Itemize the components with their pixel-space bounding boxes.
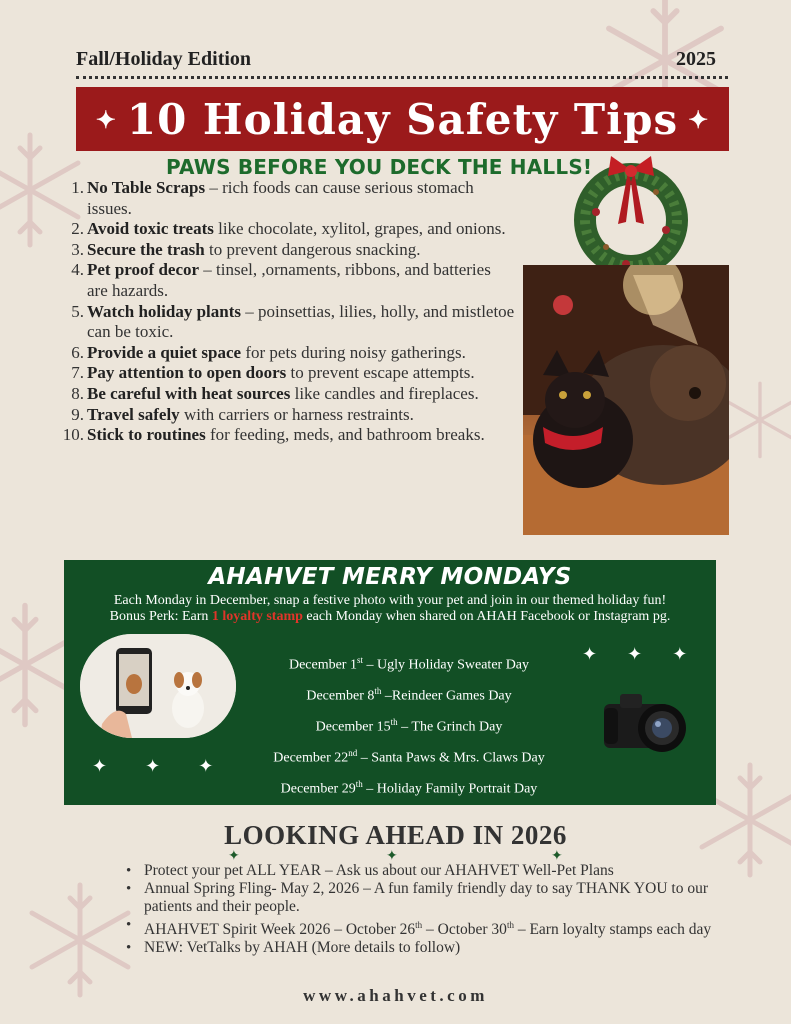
list-item: December 15th – The Grinch Day	[315, 717, 503, 735]
section-title: AHAHVET MERRY MONDAYS	[208, 564, 572, 590]
sparkle-icon: ✦	[582, 644, 628, 664]
sparkle-icon: ✦	[92, 756, 146, 776]
wreath-icon	[566, 152, 696, 278]
list-item: 1. No Table Scraps – rich foods can cause serious stomach issues.	[71, 178, 474, 218]
snowflake-icon	[720, 380, 791, 460]
sparkle-icon: ✦	[95, 104, 117, 134]
list-item: 3. Secure the trash to prevent dangerous snacking.	[71, 239, 421, 259]
list-item: 9. Travel safely with carriers or harness restraints.	[71, 404, 414, 424]
merry-mondays-section	[64, 560, 716, 805]
looking-ahead-list	[126, 862, 756, 957]
list-item: 5. Watch holiday plants – poinsettias, lilies, holly, and mistletoe can be toxic.	[71, 301, 515, 342]
section-description: Each Monday in December, snap a festive photo with your pet and join in our themed holiday fun! Bonus Perk: Earn 1 loyalty stamp each Monday when shared on AHAH Facebook or Instagram pg.	[109, 593, 671, 624]
list-item: 6. Provide a quiet space for pets during noisy gatherings.	[71, 342, 466, 362]
snowflake-icon	[20, 880, 140, 1000]
list-item: December 8th –Reindeer Games Day	[306, 686, 512, 704]
sparkle-icon: ✦	[386, 849, 398, 864]
camera-icon	[600, 684, 698, 764]
list-item: 4. Pet proof decor – tinsel, ,ornaments, ribbons, and batteries are hazards.	[71, 260, 491, 300]
tips-list	[60, 178, 515, 446]
list-item: December 22nd – Santa Paws & Mrs. Claws Day	[273, 748, 545, 766]
list-item: 2. Avoid toxic treats like chocolate, xylitol, grapes, and onions.	[71, 219, 506, 239]
events-list	[244, 650, 574, 805]
edition-label: Fall/Holiday Edition	[76, 48, 252, 70]
sparkle-icon: ✦	[228, 849, 240, 864]
pets-photo	[523, 265, 729, 535]
sparkle-icon: ✦	[145, 756, 199, 776]
website-link[interactable]: www.ahahvet.com	[303, 986, 488, 1005]
list-item: • Annual Spring Fling- May 2, 2026 – A fun family friendly day to say THANK YOU to our patients and their people.	[126, 880, 756, 916]
subheading: PAWS BEFORE YOU DECK THE HALLS!	[166, 155, 593, 179]
phone-pet-illustration	[80, 634, 236, 738]
sparkle-icon: ✦	[627, 644, 673, 664]
list-item: 10. Stick to routines for feeding, meds, and bathroom breaks.	[62, 425, 485, 445]
sparkle-icons	[92, 756, 251, 777]
list-item: December 1st – Ugly Holiday Sweater Day	[288, 655, 530, 673]
list-item: • NEW: VetTalks by AHAH (More details to follow)	[126, 939, 756, 957]
list-item: December 29th – Holiday Family Portrait Day	[280, 779, 538, 797]
sparkle-icons	[582, 644, 717, 665]
newsletter-header	[76, 48, 716, 71]
sparkle-icon: ✦	[551, 849, 563, 864]
list-item: • AHAHVET Spirit Week 2026 – October 26th – October 30th – Earn loyalty stamps each day	[126, 916, 756, 939]
list-item: 8. Be careful with heat sources like candles and fireplaces.	[71, 383, 479, 403]
loyalty-highlight: 1 loyalty stamp	[211, 609, 303, 624]
phone-photo	[80, 634, 236, 738]
cat-dog-illustration	[523, 265, 729, 535]
year-label: 2025	[676, 48, 716, 70]
list-item: • Protect your pet ALL YEAR – Ask us about our AHAHVET Well-Pet Plans	[126, 862, 756, 880]
page-title: 10 Holiday Safety Tips	[126, 94, 679, 144]
sparkle-icon: ✦	[672, 644, 718, 664]
list-item: 7. Pay attention to open doors to prevent escape attempts.	[71, 363, 475, 383]
looking-ahead-title: LOOKING AHEAD IN 2026	[224, 820, 567, 850]
sparkle-icon: ✦	[688, 104, 710, 134]
dotted-divider	[76, 76, 728, 79]
title-banner	[76, 87, 729, 151]
sparkle-icon: ✦	[198, 756, 252, 776]
